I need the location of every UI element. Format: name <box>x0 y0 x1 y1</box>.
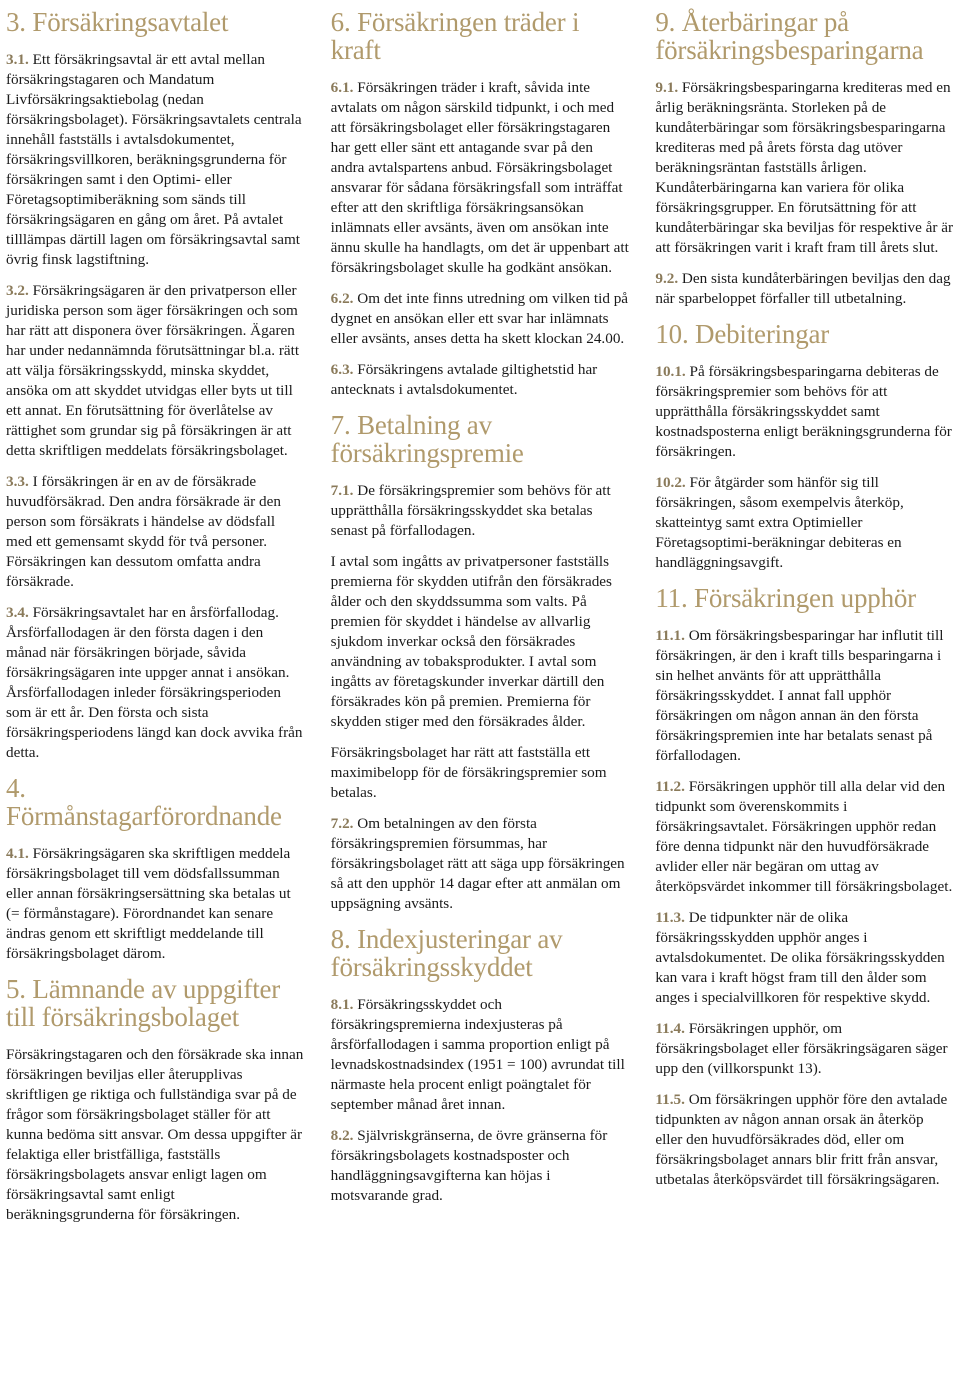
clause-text: För åtgärder som hänför sig till försäkringen, såsom exempelvis återköp, skatteintyg samt extra Optimieller Företagsoptimi-beräkningar debiteras en handläggningsavgift. <box>655 474 904 571</box>
clause-paragraph <box>6 844 305 964</box>
section-heading: 7. Betalning av försäkringspremie <box>330 410 524 468</box>
clause-text: Om försäkringen upphör före den avtalade tidpunkten av någon annan orsak än återköp eller den huvudförsäkrades död, eller om försäkringsbolaget annars blir fritt från ansvar, utbetalas återköpsvärdet till försäkringsägaren. <box>655 1091 948 1188</box>
clause-paragraph <box>331 360 630 400</box>
clause-text: Om försäkringsbesparingar har influtit till försäkringen, är den i kraft tills besparingarna i sin helhet använts för att upprätthålla försäkringsskyddet. I annat fall upphör försäkringen om någon annan än den första försäkringspremien inte har betalats senast på förfallodagen. <box>655 627 944 764</box>
clause-text: Självriskgränserna, de övre gränserna för försäkringsbolagets kostnadsposter och handläggningsavgifterna kan höjas i motsvarande grad. <box>330 1127 608 1204</box>
clause-text: De tidpunkter när de olika försäkringsskydden upphör anges i avtalsdokumentet. De olika försäkringsskydden kan vara i kraft högst fram till den ålder som anges i specialvillkoren för respektive skydd. <box>655 909 945 1006</box>
section-heading: 4. Förmånstagarförordnande <box>6 773 282 831</box>
clause-text: I försäkringen är en av de försäkrade huvudförsäkrad. Den andra försäkrade är den person som försäkrats i händelse av dödsfall med ett gemensamt skydd för två personer. Försäkringen kan dessutom omfatta andra försäkrade. <box>6 473 281 590</box>
clause-text: Försäkringen träder i kraft, såvida inte avtalats om någon särskild tidpunkt, i och med att försäkringsbolaget eller försäkringstagaren har gett eller sänt ett antagande svar på den andra avtalspartens anbud. Försäkringsbolaget ansvarar för sådana försäkringsfall som inträffat efter att den skriftliga försäkringsansökan inlämnats eller avsänts, även om ansökan inte ännu skulle ha handlagts, om det är uppenbart att försäkringsbolaget skulle ha godkänt ansökan. <box>330 79 629 276</box>
clause-text: Försäkringsbolaget har rätt att fastställa ett maximibelopp för de försäkringspremier som betalas. <box>330 744 607 801</box>
clause-number: 11.1. <box>655 627 685 644</box>
column-middle <box>331 5 630 1389</box>
clause-number: 3.3. <box>6 473 29 490</box>
clause-text: De försäkringspremier som behövs för att upprätthålla försäkringsskyddet ska betalas senast på förfallodagen. <box>330 482 611 539</box>
clause-paragraph <box>655 362 954 462</box>
clause-paragraph <box>331 78 630 278</box>
clause-paragraph <box>331 289 630 349</box>
clause-number: 6.3. <box>330 361 354 378</box>
clause-paragraph <box>331 552 630 732</box>
clause-paragraph <box>655 626 954 766</box>
clause-paragraph <box>6 50 305 270</box>
clause-paragraph <box>6 472 305 592</box>
clause-text: Försäkringsbesparingarna krediteras med en årlig beräkningsränta. Storleken på de kundåterbäringar som försäkringsbesparingarna krediteras med på årets första dag utöver beräkningsräntan fastställs årligen. Kundåterbäringarna kan variera för olika försäkringsgrupper. En förutsättning för att kundåterbäringar ska beviljas för respektive år är att försäkringen varit i kraft fram till årets slut. <box>655 79 954 256</box>
column-left <box>6 5 305 1389</box>
clause-number: 4.1. <box>6 845 29 862</box>
clause-paragraph <box>655 777 954 897</box>
clause-paragraph <box>655 908 954 1008</box>
clause-number: 7.2. <box>330 815 354 832</box>
clause-paragraph <box>331 481 630 541</box>
clause-paragraph <box>331 995 630 1115</box>
clause-paragraph <box>655 269 954 309</box>
clause-number: 8.2. <box>330 1127 354 1144</box>
clause-number: 3.1. <box>6 51 29 68</box>
clause-text: Försäkringen upphör, om försäkringsbolaget eller försäkringsägaren säger upp den (villkorspunkt 13). <box>655 1020 948 1077</box>
clause-text: På försäkringsbesparingarna debiteras de försäkringspremier som behövs för att upprätthålla försäkringsskyddet samt kostnadsposterna enligt beräkningsgrunderna för försäkringen. <box>655 363 952 460</box>
section-heading: 3. Försäkringsavtalet <box>6 7 229 37</box>
clause-number: 7.1. <box>330 482 354 499</box>
clause-text: Försäkringsägaren ska skriftligen meddela försäkringsbolaget till vem dödsfallssumman eller annan försäkringsersättning ska betalas ut (= förmånstagare). Förordnandet kan senare ändras genom ett skriftligt meddelande till försäkringsbolaget därom. <box>6 845 291 962</box>
clause-number: 11.5. <box>655 1091 685 1108</box>
clause-number: 3.4. <box>6 604 29 621</box>
clause-paragraph <box>6 1045 305 1225</box>
clause-paragraph <box>6 281 305 461</box>
clause-number: 11.3. <box>655 909 685 926</box>
clause-text: Försäkringstagaren och den försäkrade ska innan försäkringen beviljas eller återupplivas skriftligen ge riktiga och fullständiga svar på de frågor som försäkringsbolaget ställer för att kunna bedöma sitt ansvar. Om dessa uppgifter är felaktiga eller bristfälliga, fastställs försäkringsbolagets ansvar enligt lagen om försäkringsavtal samt enligt beräkningsgrunderna för försäkringen. <box>6 1046 304 1223</box>
clause-paragraph <box>331 1126 630 1206</box>
clause-text: Den sista kundåterbäringen beviljas den dag när sparbeloppet förfaller till utbetalning. <box>655 270 951 307</box>
clause-text: Försäkringen upphör till alla delar vid den tidpunkt som överenskommits i försäkringsavtalet. Försäkringen upphör redan före denna tidpunkt när den huvudförsäkrade avlider eller när begäran om uttag av återköpsvärdet inkommer till försäkringsbolaget. <box>655 778 953 895</box>
section-heading: 9. Återbäringar på försäkringsbesparingarna <box>655 7 924 65</box>
clause-text: Försäkringens avtalade giltighetstid har antecknats i avtalsdokumentet. <box>330 361 598 398</box>
section-heading: 11. Försäkringen upphör <box>655 583 916 613</box>
clause-text: I avtal som ingåtts av privatpersoner fastställs premierna för skydden utifrån den försäkrades ålder och den skyddssumma som valts. På premien för skyddet i händelse av allvarlig sjukdom inverkar också den försäkrades användning av tobaksprodukter. I avtal som ingåtts av företagskunder inverkar därtill den försäkrades kön på premien. Premierna för skydden stiger med den försäkrades ålder. <box>330 553 612 730</box>
clause-text: Om betalningen av den första försäkringspremien försummas, har försäkringsbolaget rätt att säga upp försäkringen så att den upphör 14 dagar efter att anmälan om uppsägning avsänts. <box>330 815 625 912</box>
clause-number: 9.1. <box>655 79 679 96</box>
clause-paragraph <box>6 603 305 763</box>
column-right <box>655 5 954 1389</box>
clause-paragraph <box>655 78 954 258</box>
section-heading: 10. Debiteringar <box>655 319 830 349</box>
section-heading: 8. Indexjusteringar av försäkringsskyddet <box>330 924 563 982</box>
clause-text: Ett försäkringsavtal är ett avtal mellan försäkringstagaren och Mandatum Livförsäkringsaktiebolag (nedan försäkringsbolaget). Försäkringsavtalets centrala innehåll fastställs i avtalsdokumentet, försäkringsvillkoren, beräkningsgrunderna för försäkringen samt i den Optimi- eller Företagsoptimiberäkning som sänds till försäkringsägaren en gång om året. På avtalet tilllämpas därtill lagen om försäkringsavtal samt övrig finsk lagstiftning. <box>6 51 302 268</box>
clause-paragraph <box>655 473 954 573</box>
clause-number: 6.1. <box>330 79 354 96</box>
clause-paragraph <box>655 1090 954 1190</box>
section-heading: 5. Lämnande av uppgifter till försäkringsbolaget <box>6 974 281 1032</box>
clause-text: Försäkringsavtalet har en årsförfallodag. Årsförfallodagen är den första dagen i den månad när försäkringen började, såvida försäkringsägaren inte uppger annat i ansökan. Årsförfallodagen inleder försäkringsperioden som är ett år. Den första och sista försäkringsperiodens längd kan dock avvika från detta. <box>6 604 303 761</box>
clause-text: Om det inte finns utredning om vilken tid på dygnet en ansökan eller ett svar har inlämnats eller avsänts, anses detta ha skett klockan 24.00. <box>330 290 629 347</box>
clause-number: 10.2. <box>655 474 686 491</box>
clause-paragraph <box>331 743 630 803</box>
clause-number: 9.2. <box>655 270 679 287</box>
section-heading: 6. Försäkringen träder i kraft <box>330 7 580 65</box>
clause-text: Försäkringsägaren är den privatperson eller juridiska person som äger försäkringen och som har rätt att disponera över försäkringen. Ägaren har under nedannämnda förutsättningar bl.a. rätt att välja försäkringsskydd, minska skyddet, ansöka om att skyddet utvidgas eller byts ut till ett annat. En förutsättning för överlåtelse av rättighet som grundar sig på försäkringen är att detta skriftligen meddelats försäkringsbolaget. <box>6 282 300 459</box>
clause-number: 3.2. <box>6 282 29 299</box>
clause-number: 8.1. <box>330 996 354 1013</box>
clause-number: 11.2. <box>655 778 685 795</box>
clause-paragraph <box>655 1019 954 1079</box>
clause-paragraph <box>331 814 630 914</box>
clause-text: Försäkringsskyddet och försäkringspremierna indexjusteras på årsförfallodagen i samma proportion enligt på levnadskostnadsindex (1951 = 100) avrundat till närmaste hela procent enligt poängtalet för september månad året innan. <box>330 996 625 1113</box>
clause-number: 6.2. <box>330 290 354 307</box>
clause-number: 10.1. <box>655 363 686 380</box>
clause-number: 11.4. <box>655 1020 685 1037</box>
